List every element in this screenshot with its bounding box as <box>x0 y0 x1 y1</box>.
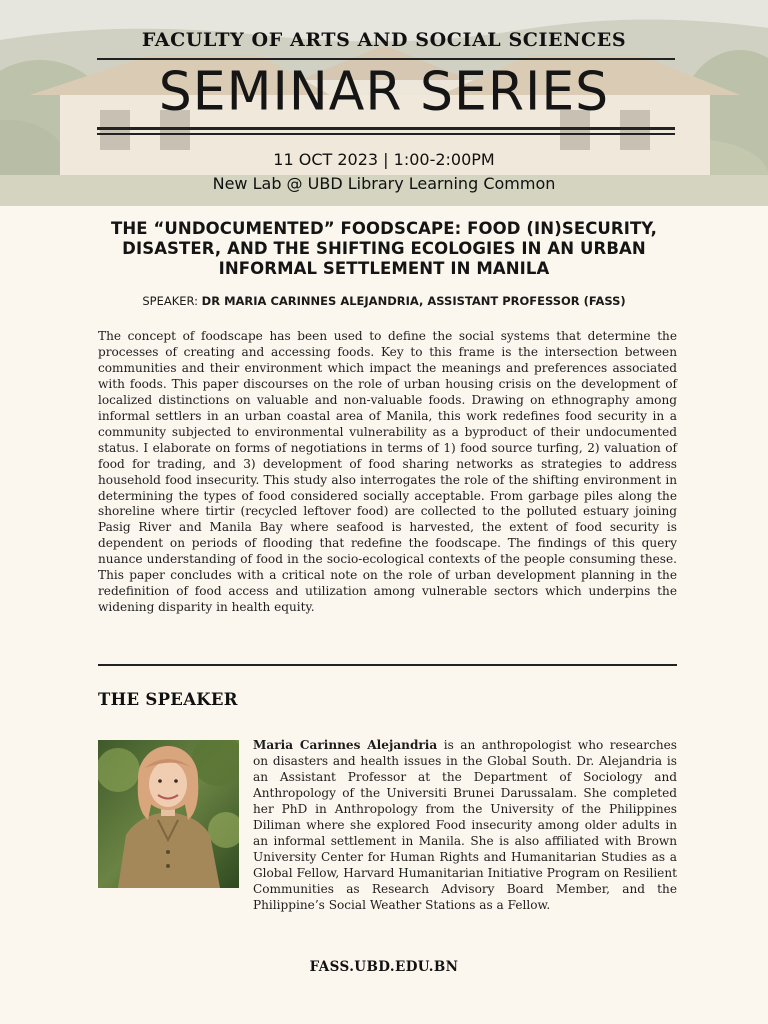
bio-text: is an anthropologist who researches on disasters and health issues in the Global South. Dr. Alejandria is an Assistant Professor at the Department of Sociology and Anthropology of the Universiti Brunei Darussalam. She completed her PhD in Anthropology from the University of the Philippines Diliman where she explored Food insecurity among older adults in an informal settlement in Manila. She is also affiliated with Brown University Center for Human Rights and Humanitarian Studies as a Global Fellow, Harvard Humanitarian Initiative Program on Resilient Communities as Research Advisory Board Member, and the Philippine’s Social Weather Stations as a Fellow. <box>253 738 677 912</box>
bio-speaker-name: Maria Carinnes Alejandria <box>253 738 438 752</box>
talk-title: THE “UNDOCUMENTED” FOODSCAPE: FOOD (IN)SECURITY, DISASTER, AND THE SHIFTING ECOLOGIES IN AN URBAN INFORMAL SETTLEMENT IN MANILA <box>110 219 657 278</box>
speaker-name: DR MARIA CARINNES ALEJANDRIA, ASSISTANT PROFESSOR (FASS) <box>201 294 626 308</box>
section-divider <box>98 664 677 666</box>
speaker-photo <box>98 740 239 888</box>
seminar-series-title: SEMINAR SERIES <box>158 61 610 123</box>
speaker-section-heading: THE SPEAKER <box>98 690 238 709</box>
event-venue: New Lab @ UBD Library Learning Common <box>212 174 556 193</box>
event-details <box>0 148 768 196</box>
header-banner <box>0 0 768 206</box>
faculty-website[interactable]: FASS.UBD.EDU.BN <box>309 959 459 975</box>
double-rule-upper <box>97 127 675 130</box>
speaker-bio <box>253 738 677 913</box>
faculty-name: FACULTY OF ARTS AND SOCIAL SCIENCES <box>141 29 627 51</box>
top-rule <box>97 58 675 60</box>
abstract-paragraph: The concept of foodscape has been used to define the social systems that determine the processes of creating and accessing foods. Key to this frame is the intersection between communities and their environment which impact the meanings and preferences associated with foods. This paper discourses on the role of urban housing crisis on the development of localized distinctions on valuable and non-valuable foods. Drawing on ethnography among informal settlers in an urban coastal area of Manila, this work redefines food security in a community subjected to environmental vulnerability as a byproduct of their undocumented status. I elaborate on forms of negotiations in terms of 1) food source turfing, 2) valuation of food for trading, and 3) development of food sharing networks as strategies to address household food insecurity. This study also interrogates the role of the shifting environment in determining the types of food considered socially acceptable. From garbage piles along the shoreline where tirtir (recycled leftover food) are collected to the polluted estuary joining Pasig River and Manila Bay where seafood is harvested, the extent of food security is dependent on periods of flooding that redefine the foodscape. The findings of this query nuance understanding of food in the socio-ecological contexts of the people consuming these. This paper concludes with a critical note on the role of urban development planning in the redefinition of food access and utilization among vulnerable sectors which underpins the widening disparity in health equity. <box>98 329 677 615</box>
event-date-time: 11 OCT 2023 | 1:00-2:00PM <box>273 150 495 169</box>
speaker-label: SPEAKER: <box>142 294 202 308</box>
double-rule-lower <box>97 133 675 135</box>
speaker-line <box>70 294 698 308</box>
